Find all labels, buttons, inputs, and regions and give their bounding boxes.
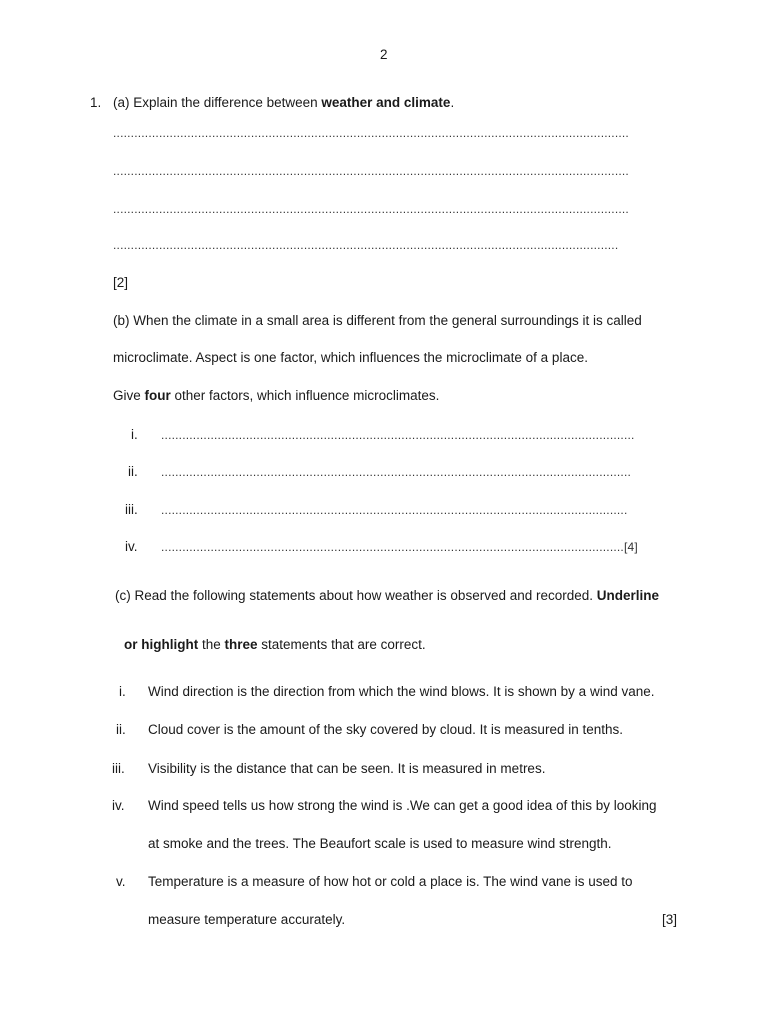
statement-text[interactable]: Wind speed tells us how strong the wind is .We can get a good idea of this by looking	[148, 798, 657, 813]
statement-number: iv.	[112, 798, 125, 813]
question-number: 1.	[90, 95, 102, 110]
part-b-line-1: (b) When the climate in a small area is different from the general surroundings it is called	[113, 313, 642, 328]
statement-text[interactable]: Temperature is a measure of how hot or cold a place is. The wind vane is used to	[148, 874, 633, 889]
part-b-give	[113, 387, 439, 405]
part-c-line-1	[115, 587, 659, 605]
factor-answer-line[interactable]: ...................................................................................................................................[4]	[161, 540, 638, 554]
part-a-prompt-text: (a) Explain the difference between	[113, 95, 322, 110]
factor-answer-line[interactable]: ....................................................................................................................................	[161, 503, 628, 517]
part-a-prompt-bold: weather and climate	[321, 95, 451, 110]
answer-line[interactable]: ...............................................................................................................................................	[113, 238, 619, 252]
part-c-line-2-bold: or highlight	[124, 637, 199, 652]
answer-line[interactable]: ..................................................................................................................................................	[113, 126, 629, 140]
part-c-line-1-text: (c) Read the following statements about how weather is observed and recorded.	[115, 588, 597, 603]
statement-number: iii.	[112, 761, 125, 776]
part-a-prompt	[113, 94, 454, 112]
statement-text[interactable]: Visibility is the distance that can be seen. It is measured in metres.	[148, 761, 546, 776]
factor-number: ii.	[128, 464, 138, 479]
part-c-line-2	[124, 636, 426, 654]
statement-text[interactable]: Cloud cover is the amount of the sky covered by cloud. It is measured in tenths.	[148, 722, 623, 737]
factor-number: i.	[131, 427, 138, 442]
part-a-marks: [2]	[113, 275, 129, 290]
part-c-line-2-mid: the	[198, 637, 225, 652]
statement-number: i.	[119, 684, 126, 699]
page-number: 2	[380, 47, 388, 62]
part-c-marks: [3]	[661, 912, 677, 927]
part-b-give-suffix: other factors, which influence microclimates.	[170, 388, 440, 403]
statement-text-continued[interactable]: at smoke and the trees. The Beaufort scale is used to measure wind strength.	[148, 836, 612, 851]
factor-answer-line[interactable]: .....................................................................................................................................	[161, 465, 632, 479]
factor-answer-line[interactable]: ......................................................................................................................................	[161, 428, 635, 442]
part-b-give-text: Give	[113, 388, 145, 403]
part-c-line-2-suffix: statements that are correct.	[257, 637, 426, 652]
part-b-give-bold: four	[144, 388, 171, 403]
statement-text[interactable]: Wind direction is the direction from which the wind blows. It is shown by a wind vane.	[148, 684, 655, 699]
factor-number: iii.	[125, 502, 138, 517]
answer-line[interactable]: ..................................................................................................................................................	[113, 164, 629, 178]
statement-text-continued[interactable]: measure temperature accurately.	[148, 912, 346, 927]
part-c-line-2-bold-2: three	[224, 637, 258, 652]
statement-number: ii.	[116, 722, 126, 737]
factor-number: iv.	[125, 539, 138, 554]
part-b-line-2: microclimate. Aspect is one factor, which influences the microclimate of a place.	[113, 350, 588, 365]
statement-number: v.	[116, 874, 126, 889]
part-c-line-1-bold: Underline	[596, 588, 660, 603]
part-a-prompt-suffix: .	[450, 95, 455, 110]
answer-line[interactable]: ..................................................................................................................................................	[113, 202, 629, 216]
